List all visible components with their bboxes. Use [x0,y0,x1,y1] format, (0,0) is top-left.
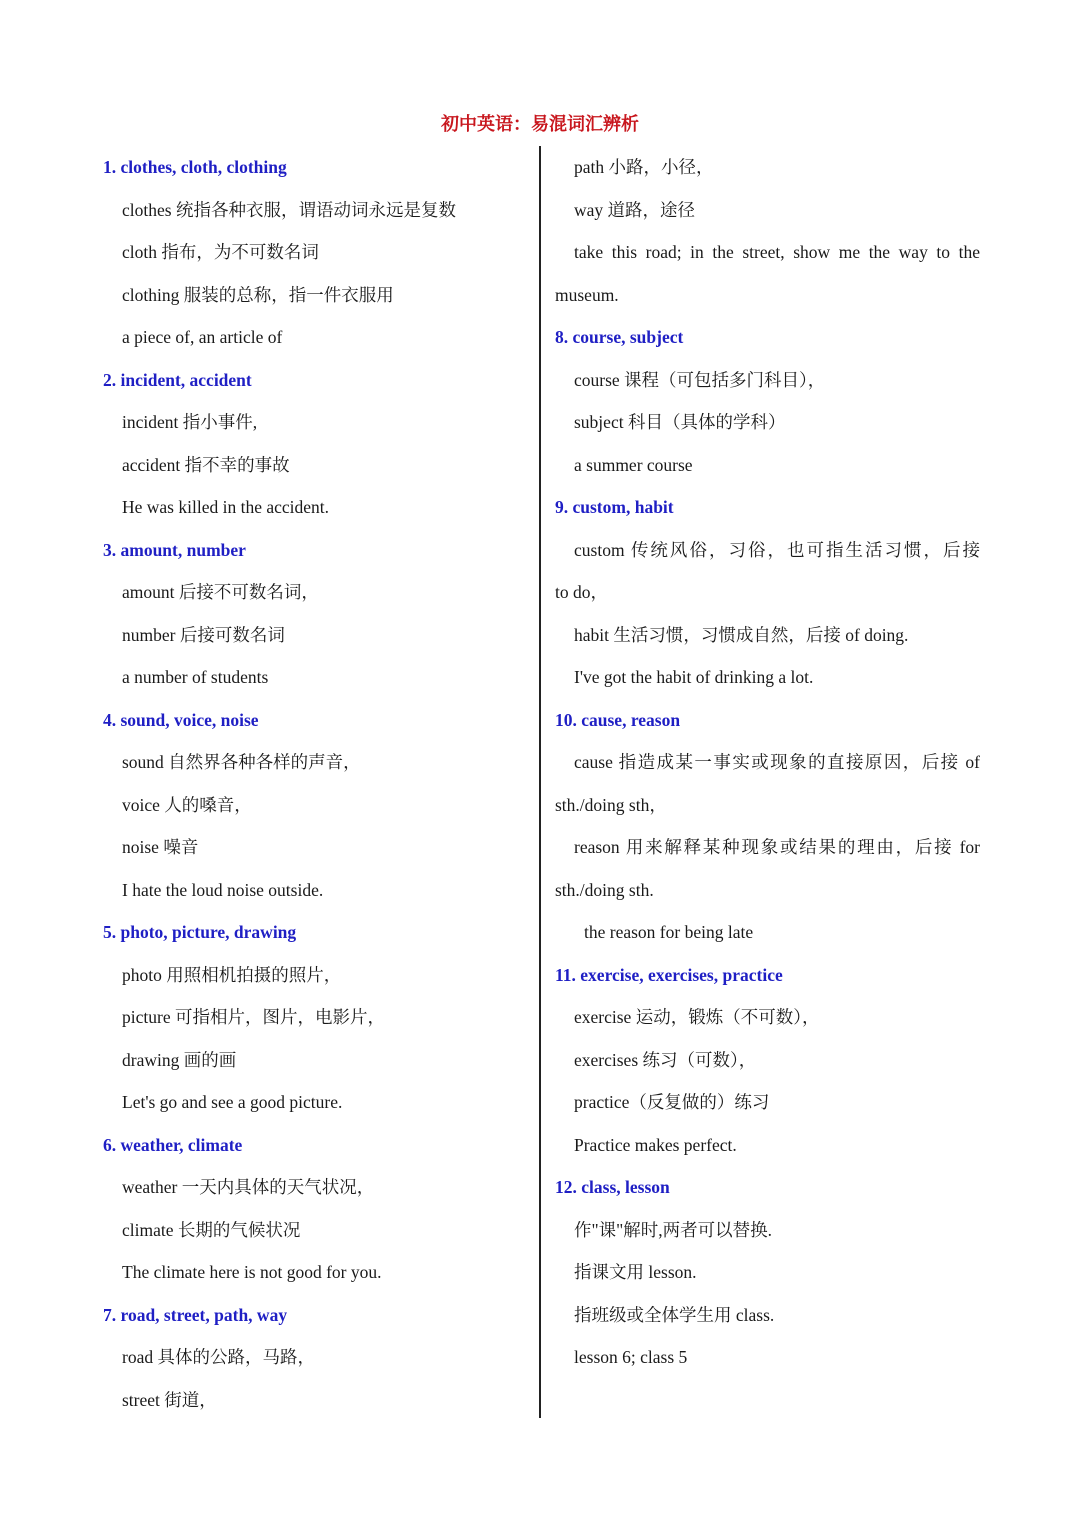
section-heading: 4. sound, voice, noise [103,709,259,730]
text-line: cause 指造成某一事实或现象的直接原因，后接 of [574,752,980,772]
section-heading: 7. road, street, path, way [103,1304,288,1325]
text-line: 作"课"解时,两者可以替换. [574,1219,773,1240]
section-heading: 11. exercise, exercises, practice [555,964,783,985]
text-line: course 课程（可包括多门科目）， [574,369,826,390]
text-line: Let's go and see a good picture. [122,1092,343,1112]
section-heading: 2. incident, accident [103,369,252,390]
text-line: drawing 画的画 [122,1049,237,1070]
text-line: road 具体的公路，马路， [122,1347,315,1367]
text-line: a summer course [574,454,693,475]
text-line: take this road; in the street, show me the way to the [574,242,980,262]
text-line: sth./doing sth， [555,794,667,815]
text-line: amount 后接不可数名词， [122,582,319,602]
text-line: clothes 统指各种衣服，谓语动词永远是复数 [122,199,456,220]
section-heading: 6. weather, climate [103,1134,243,1155]
right-column [555,150,980,1383]
text-line: weather 一天内具体的天气状况， [122,1177,375,1197]
text-line: exercise 运动，锻炼（不可数）， [574,1007,820,1027]
section-heading: 9. custom, habit [555,497,674,517]
text-line: accident 指不幸的事故 [122,454,290,475]
text-line: museum. [555,284,619,305]
text-line: the reason for being late [584,922,754,942]
text-line: incident 指小事件, [122,412,258,432]
section-heading: 8. course, subject [555,327,684,347]
text-line: The climate here is not good for you. [122,1262,382,1282]
text-line: 指班级或全体学生用 class. [574,1304,775,1325]
text-line: climate 长期的气候状况 [122,1219,301,1240]
column-divider [539,146,541,1418]
text-line: to do， [555,582,608,602]
text-line: practice（反复做的）练习 [574,1092,770,1112]
text-line: custom 传统风俗，习俗，也可指生活习惯，后接 [574,539,980,560]
page-title: 初中英语：易混词汇辨析 [441,114,639,134]
text-line: reason 用来解释某种现象或结果的理由，后接 for [574,837,980,857]
text-line: He was killed in the accident. [122,497,330,517]
text-line: I've got the habit of drinking a lot. [574,667,814,687]
section-heading: 5. photo, picture, drawing [103,922,297,942]
text-line: voice 人的嗓音， [122,794,252,815]
text-line: a piece of, an article of [122,327,283,347]
text-line: I hate the loud noise outside. [122,879,324,900]
section-heading: 10. cause, reason [555,709,681,730]
text-line: street 街道， [122,1389,217,1410]
text-line: a number of students [122,667,269,687]
text-line: way 道路，途径 [574,199,696,220]
text-line: habit 生活习惯，习惯成自然，后接 of doing. [574,624,909,645]
text-line: 指课文用 lesson. [574,1262,697,1282]
text-line: sth./doing sth. [555,879,654,900]
left-column [103,150,528,1425]
text-line: lesson 6; class 5 [574,1347,688,1367]
text-line: Practice makes perfect. [574,1134,737,1155]
section-heading: 1. clothes, cloth, clothing [103,157,287,177]
text-line: sound 自然界各种各样的声音， [122,752,361,772]
text-line: cloth 指布，为不可数名词 [122,242,319,262]
text-line: number 后接可数名词 [122,624,285,645]
section-heading: 3. amount, number [103,539,246,560]
text-line: photo 用照相机拍摄的照片， [122,964,342,985]
section-heading: 12. class, lesson [555,1177,670,1197]
text-line: path 小路，小径， [574,157,714,177]
text-line: picture 可指相片，图片，电影片， [122,1007,385,1027]
text-line: exercises 练习（可数）， [574,1049,757,1070]
text-line: noise 噪音 [122,837,199,857]
text-line: subject 科目（具体的学科） [574,412,786,432]
text-line: clothing 服装的总称，指一件衣服用 [122,284,394,305]
